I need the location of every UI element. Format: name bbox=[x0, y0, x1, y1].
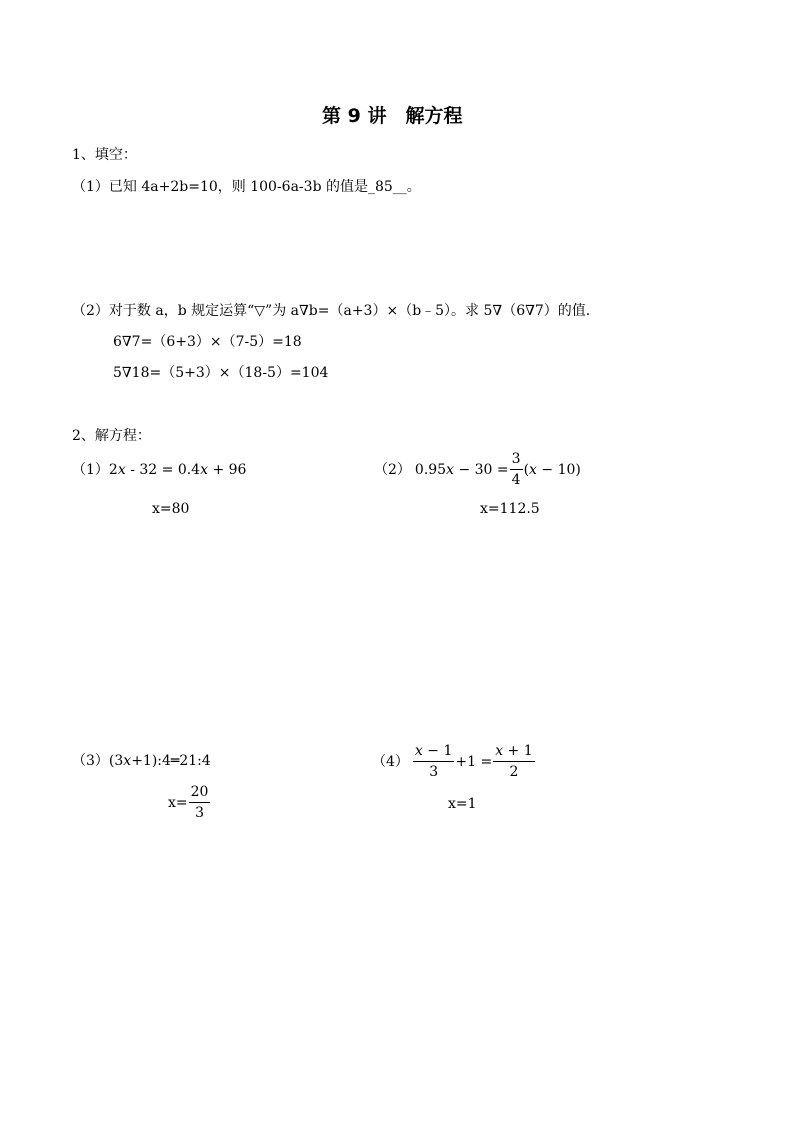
p3-eq-var: x bbox=[123, 753, 132, 769]
p2-fraction bbox=[510, 451, 523, 488]
p1-eq-coef: 2 bbox=[108, 462, 118, 478]
section2-heading: 2、解方程： bbox=[72, 428, 151, 444]
q1-text: 已知 4a+2b=10，则 100-6a-3b 的值是_85__。 bbox=[108, 179, 421, 195]
p4-f2-num-var: x bbox=[495, 743, 504, 759]
p1-eq-var2: x bbox=[200, 462, 208, 478]
p3-answer bbox=[168, 784, 211, 821]
q1 bbox=[72, 178, 421, 196]
p2-label: （2） bbox=[374, 461, 411, 478]
p2-eq-coef: 0.95 bbox=[414, 461, 447, 478]
p2-frac-den: 4 bbox=[511, 472, 521, 488]
p3-eq-open: (3 bbox=[108, 753, 124, 769]
q2-step2: 5∇18=（5+3）×（18-5）=104 bbox=[113, 365, 329, 381]
p2-frac-num: 3 bbox=[510, 451, 523, 470]
q2-text: 对于数 a，b 规定运算“▽”为 a∇b=（a+3）×（b﹣5）。求 5∇（6∇7）的值. bbox=[108, 303, 591, 319]
p4-equation bbox=[372, 743, 536, 780]
section1-heading: 1、填空： bbox=[72, 147, 137, 163]
p4-f1-den: 3 bbox=[429, 764, 439, 780]
q2-step1: 6∇7=（6+3）×（7-5）=18 bbox=[113, 334, 302, 350]
p1-eq-rest: - 32 = 0.4 bbox=[125, 462, 201, 478]
p4-fraction-left bbox=[413, 743, 454, 780]
p2-equation bbox=[374, 451, 581, 488]
p4-f1-num-rest: − 1 bbox=[422, 743, 453, 759]
page-title: 第 9 讲 解方程 bbox=[322, 105, 463, 127]
p4-f1-num-var: x bbox=[414, 743, 423, 759]
p4-fraction-right bbox=[493, 743, 534, 780]
q1-label: （1） bbox=[72, 179, 109, 195]
p3-answer-fraction bbox=[189, 784, 211, 821]
p4-answer: x=1 bbox=[448, 796, 477, 812]
p3-equation bbox=[72, 752, 211, 770]
p2-eq-var: x bbox=[446, 461, 454, 478]
p3-eq-rest: +1):4═21:4 bbox=[131, 753, 211, 769]
q2-label: （2） bbox=[72, 303, 109, 319]
p2-paren-open: ( bbox=[523, 461, 530, 478]
p4-f2-num-rest: + 1 bbox=[503, 743, 533, 759]
p1-eq-end: + 96 bbox=[208, 462, 247, 478]
p2-answer: x=112.5 bbox=[480, 501, 540, 517]
p1-eq-var: x bbox=[117, 462, 126, 478]
p1-answer: x=80 bbox=[152, 501, 190, 517]
p3-answer-den: 3 bbox=[195, 805, 205, 821]
p4-label: （4） bbox=[372, 753, 409, 770]
q2 bbox=[72, 302, 590, 320]
p3-answer-prefix: x= bbox=[168, 794, 188, 811]
p2-eq-mid: − 30 = bbox=[454, 461, 509, 478]
p2-paren-rest: − 10) bbox=[536, 461, 581, 478]
p3-label: （3） bbox=[72, 753, 109, 769]
p4-f2-den: 2 bbox=[509, 764, 519, 780]
p1-equation bbox=[72, 461, 246, 479]
p1-label: （1） bbox=[72, 462, 109, 478]
p2-eq-var2: x bbox=[529, 461, 537, 478]
p3-answer-num: 20 bbox=[189, 784, 211, 803]
p4-mid: +1 = bbox=[455, 753, 493, 770]
